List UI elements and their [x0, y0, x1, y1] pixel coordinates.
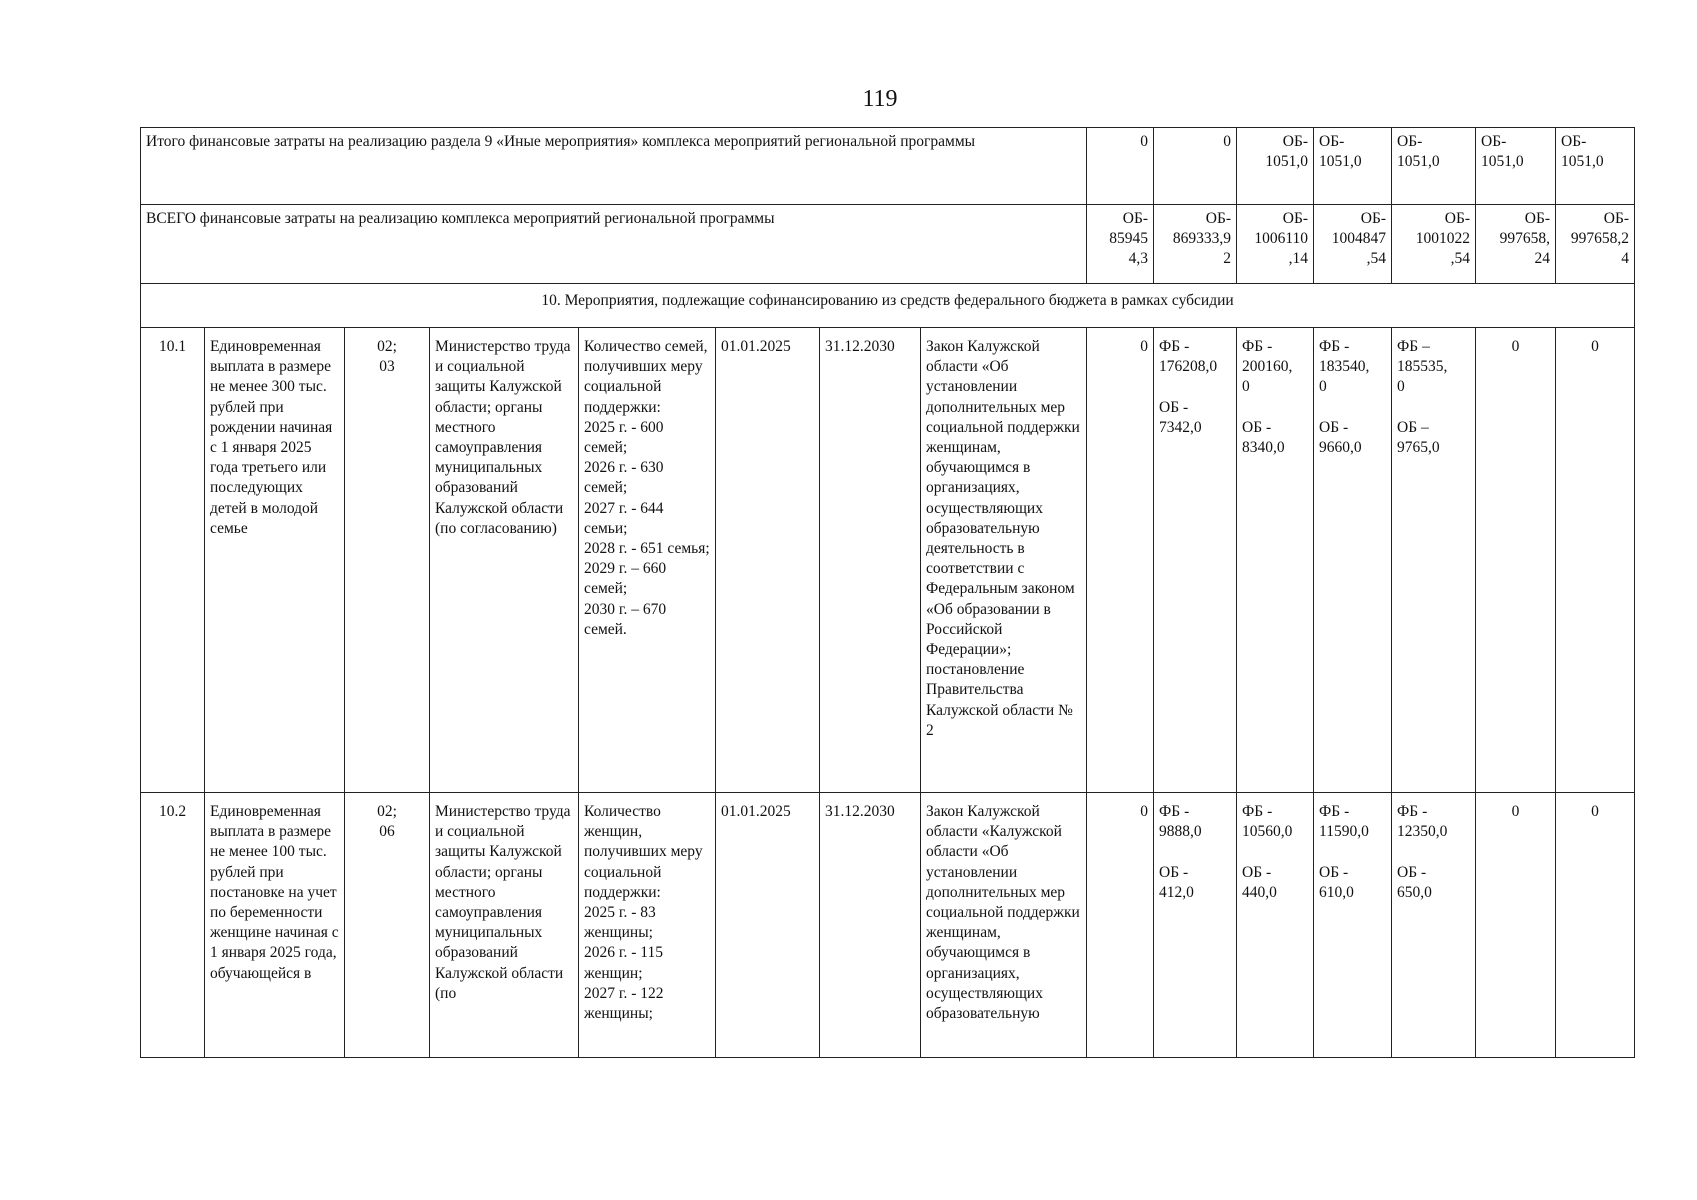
value-2027: ФБ - 183540, 0 ОБ - 9660,0	[1314, 328, 1392, 793]
end-date: 31.12.2030	[820, 328, 921, 793]
total-all-value: ОБ- 1006110 ,14	[1237, 205, 1314, 284]
total-section9-value: ОБ- 1051,0	[1237, 128, 1314, 205]
value-2029: 0	[1476, 793, 1556, 1058]
executor-cell: Министерство труда и социальной защиты Калужской области; органы местного самоуправления муниципальных образований Калужской области (по	[430, 793, 579, 1058]
value-2030: 0	[1556, 328, 1635, 793]
indicator-cell: Количество семей, получивших меру социальной поддержки: 2025 г. - 600 семей; 2026 г. - 630 семей; 2027 г. - 644 семьи; 2028 г. - 651 семья; 2029 г. – 660 семей; 2030 г. – 670 семей.	[579, 328, 716, 793]
total-section9-value: ОБ- 1051,0	[1556, 128, 1635, 205]
total-all-value: ОБ- 869333,9 2	[1154, 205, 1237, 284]
total-all-label: ВСЕГО финансовые затраты на реализацию комплекса мероприятий региональной программы	[141, 205, 1087, 284]
total-section9-value: ОБ- 1051,0	[1476, 128, 1556, 205]
total-all-value: ОБ- 997658, 24	[1476, 205, 1556, 284]
total-section9-value: 0	[1154, 128, 1237, 205]
value-2026: ФБ - 200160, 0 ОБ - 8340,0	[1237, 328, 1314, 793]
value-2024: 0	[1087, 793, 1154, 1058]
indicator-cell: Количество женщин, получивших меру социальной поддержки: 2025 г. - 83 женщины; 2026 г. - 115 женщин; 2027 г. - 122 женщины;	[579, 793, 716, 1058]
value-2030: 0	[1556, 793, 1635, 1058]
value-2026: ФБ - 10560,0 ОБ - 440,0	[1237, 793, 1314, 1058]
page-number: 119	[862, 86, 898, 112]
value-2028: ФБ - 12350,0 ОБ - 650,0	[1392, 793, 1476, 1058]
value-2025: ФБ - 176208,0 ОБ - 7342,0	[1154, 328, 1237, 793]
financing-table	[140, 127, 1635, 1058]
total-section9-value: 0	[1087, 128, 1154, 205]
total-section9-value: ОБ- 1051,0	[1392, 128, 1476, 205]
section-header-row	[141, 284, 1635, 328]
total-section9-row	[141, 128, 1635, 205]
value-2028: ФБ – 185535, 0 ОБ – 9765,0	[1392, 328, 1476, 793]
basis-cell: Закон Калужской области «Калужской области «Об установлении дополнительных мер социальной поддержки женщинам, обучающимся в организациях, осуществляющих образовательную	[921, 793, 1087, 1058]
basis-cell: Закон Калужской области «Об установлении дополнительных мер социальной поддержки женщинам, обучающимся в организациях, осуществляющих образовательную деятельность в соответствии с Федеральным законом «Об образовании в Российской Федерации»; постановление Правительства Калужской области № 2	[921, 328, 1087, 793]
measure-name: Единовременная выплата в размере не менее 100 тыс. рублей при постановке на учет по беременности женщине начиная с 1 января 2025 года, обучающейся в	[205, 793, 345, 1058]
start-date: 01.01.2025	[716, 328, 820, 793]
total-all-value: ОБ- 1001022 ,54	[1392, 205, 1476, 284]
measure-name: Единовременная выплата в размере не менее 300 тыс. рублей при рождении начиная с 1 января 2025 года третьего или последующих детей в молодой семье	[205, 328, 345, 793]
code-cell: 02; 03	[345, 328, 430, 793]
value-2024: 0	[1087, 328, 1154, 793]
value-2029: 0	[1476, 328, 1556, 793]
code-cell: 02; 06	[345, 793, 430, 1058]
start-date: 01.01.2025	[716, 793, 820, 1058]
total-all-row	[141, 205, 1635, 284]
table-row	[141, 793, 1635, 1058]
end-date: 31.12.2030	[820, 793, 921, 1058]
section-title: 10. Мероприятия, подлежащие софинансированию из средств федерального бюджета в рамках субсидии	[141, 284, 1635, 328]
row-number: 10.1	[141, 328, 205, 793]
total-all-value: ОБ- 997658,2 4	[1556, 205, 1635, 284]
total-section9-label: Итого финансовые затраты на реализацию раздела 9 «Иные мероприятия» комплекса мероприятий региональной программы	[141, 128, 1087, 205]
row-number: 10.2	[141, 793, 205, 1058]
total-all-value: ОБ- 1004847 ,54	[1314, 205, 1392, 284]
total-section9-value: ОБ- 1051,0	[1314, 128, 1392, 205]
total-all-value: ОБ- 85945 4,3	[1087, 205, 1154, 284]
value-2025: ФБ - 9888,0 ОБ - 412,0	[1154, 793, 1237, 1058]
table-row	[141, 328, 1635, 793]
executor-cell: Министерство труда и социальной защиты Калужской области; органы местного самоуправления муниципальных образований Калужской области (по согласованию)	[430, 328, 579, 793]
value-2027: ФБ - 11590,0 ОБ - 610,0	[1314, 793, 1392, 1058]
